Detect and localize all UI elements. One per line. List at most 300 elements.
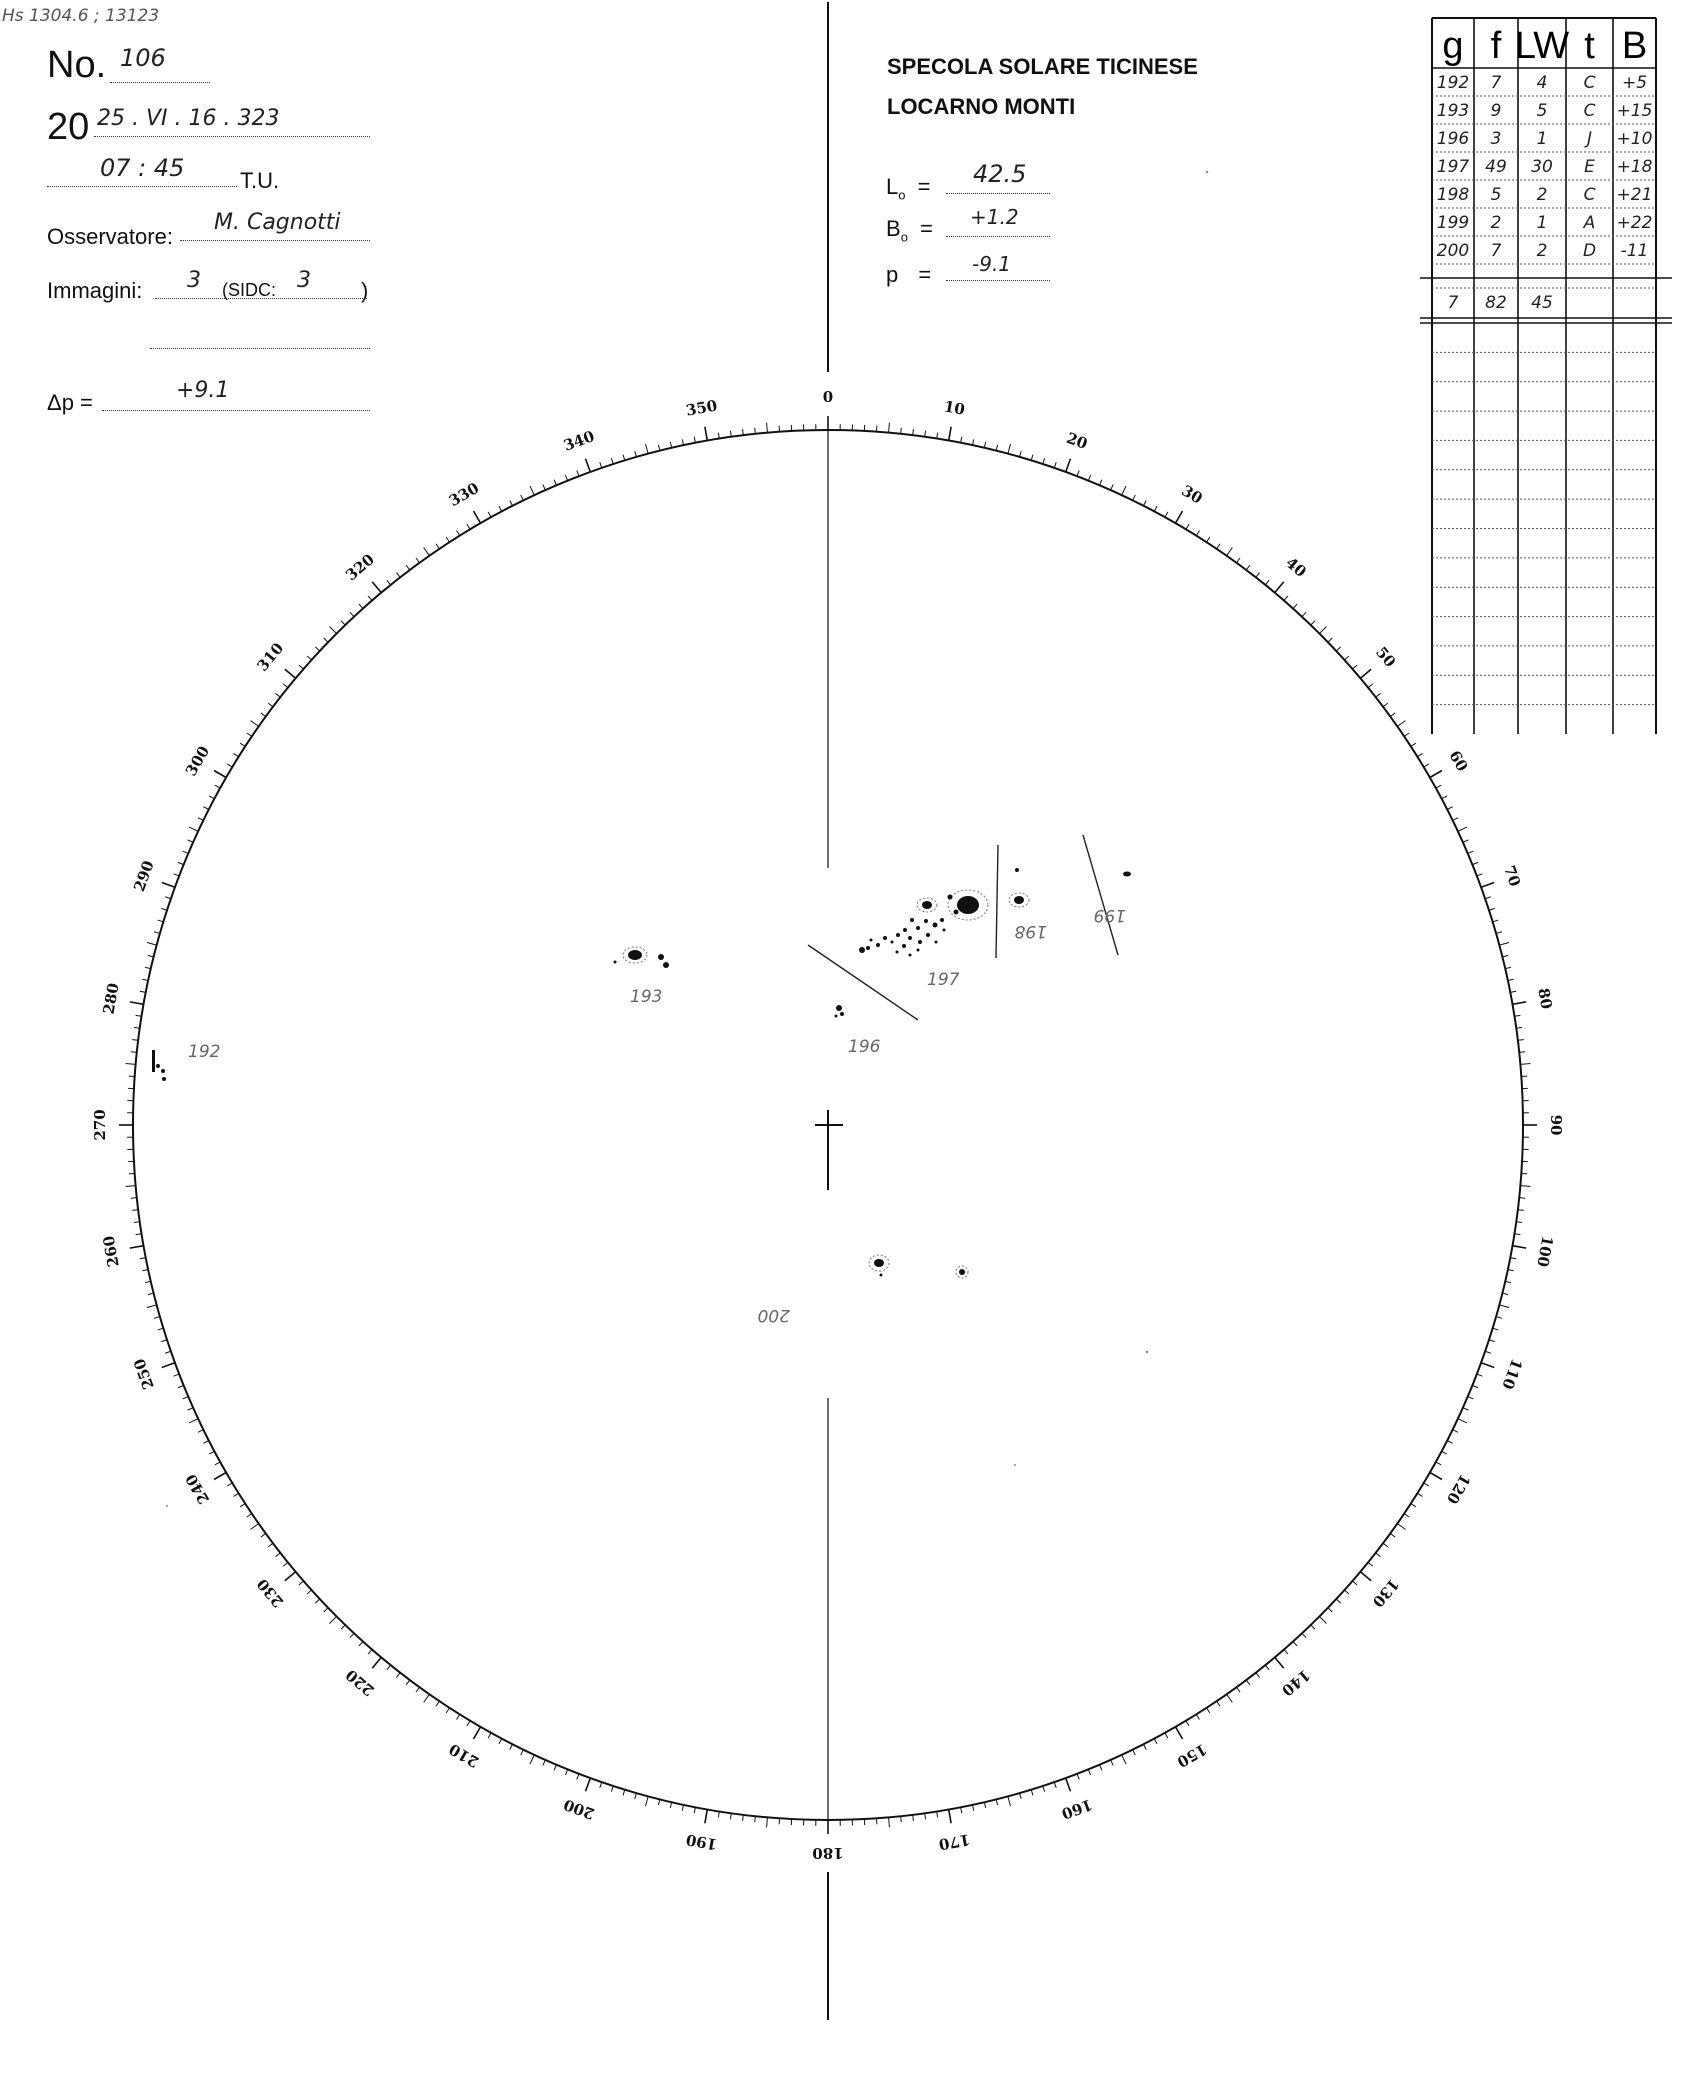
degree-tick bbox=[162, 883, 175, 888]
degree-tick bbox=[424, 547, 430, 555]
degree-tick bbox=[1424, 764, 1429, 767]
degree-tick bbox=[396, 573, 400, 578]
degree-tick bbox=[1505, 967, 1511, 968]
group-labels bbox=[188, 905, 1126, 1325]
table-cell: 1 bbox=[1536, 213, 1548, 233]
group-label-199: 199 bbox=[1093, 905, 1126, 925]
archive-reference: Hs 1304.6 ; 13123 bbox=[2, 6, 160, 26]
table-cell: C bbox=[1583, 185, 1596, 205]
degree-tick bbox=[1133, 495, 1136, 500]
degree-label: 70 bbox=[1500, 863, 1525, 889]
degree-tick bbox=[1144, 1744, 1147, 1749]
degree-tick bbox=[329, 626, 336, 633]
degree-tick bbox=[234, 754, 239, 757]
degree-label: 200 bbox=[561, 1795, 597, 1823]
degree-tick bbox=[396, 1673, 400, 1678]
table-cell: +22 bbox=[1616, 213, 1653, 233]
degree-tick bbox=[1020, 1793, 1022, 1799]
degree-label: 60 bbox=[1445, 747, 1472, 775]
degree-tick bbox=[154, 932, 160, 934]
degree-tick bbox=[174, 874, 180, 876]
degree-tick bbox=[436, 1701, 439, 1706]
degree-tick bbox=[329, 1616, 336, 1623]
degree-tick bbox=[215, 1462, 220, 1465]
degree-tick bbox=[984, 1802, 985, 1808]
degree-tick bbox=[1207, 1708, 1210, 1713]
degree-label: 0 bbox=[822, 388, 834, 406]
degree-tick bbox=[1302, 612, 1306, 616]
degree-tick bbox=[136, 1015, 142, 1016]
table-cell: A bbox=[1583, 213, 1596, 233]
table-cell: 2 bbox=[1536, 241, 1548, 261]
table-cell: 199 bbox=[1436, 213, 1470, 233]
b0-value: +1.2 bbox=[970, 205, 1019, 229]
table-cell: 198 bbox=[1436, 185, 1470, 205]
table-cell: 1 bbox=[1536, 129, 1548, 149]
degree-tick bbox=[1217, 544, 1220, 549]
degree-label: 220 bbox=[342, 1665, 378, 1700]
group-table bbox=[1420, 18, 1672, 734]
sidc-label: (SIDC: bbox=[222, 280, 276, 300]
degree-tick bbox=[165, 897, 171, 899]
table-header-g: g bbox=[1442, 25, 1464, 67]
degree-tick bbox=[1417, 1493, 1422, 1496]
degree-label: 20 bbox=[1064, 428, 1090, 453]
degree-tick bbox=[521, 1750, 524, 1755]
degree-tick bbox=[315, 647, 319, 651]
degree-tick bbox=[767, 423, 768, 433]
degree-tick bbox=[1458, 827, 1467, 831]
degree-tick bbox=[1265, 1665, 1269, 1670]
degree-tick bbox=[299, 1581, 304, 1585]
degree-label: 300 bbox=[181, 742, 214, 780]
degree-tick bbox=[1502, 955, 1508, 956]
degree-tick bbox=[227, 1483, 232, 1486]
degree-tick bbox=[670, 1802, 671, 1808]
degree-tick bbox=[577, 471, 579, 477]
table-header-f: f bbox=[1490, 25, 1502, 67]
degree-tick bbox=[126, 1064, 136, 1065]
degree-tick bbox=[261, 713, 266, 717]
degree-tick bbox=[1463, 1408, 1468, 1410]
degree-label: 330 bbox=[445, 478, 483, 511]
degree-tick bbox=[530, 486, 534, 495]
degree-tick bbox=[1088, 1769, 1090, 1775]
degree-tick bbox=[188, 1408, 193, 1410]
table-cell: 192 bbox=[1436, 73, 1470, 93]
degree-tick bbox=[1319, 626, 1326, 633]
group-label-198: 198 bbox=[1014, 921, 1047, 941]
degree-tick bbox=[658, 445, 659, 451]
degree-tick bbox=[488, 512, 491, 517]
degree-tick bbox=[198, 818, 203, 821]
degree-label: 340 bbox=[561, 427, 597, 455]
degree-tick bbox=[1489, 908, 1495, 910]
degree-tick bbox=[1390, 713, 1395, 717]
degree-tick bbox=[307, 656, 311, 660]
degree-tick bbox=[1284, 596, 1288, 601]
degree-label: 100 bbox=[1533, 1234, 1557, 1269]
degree-tick bbox=[510, 500, 513, 505]
degree-tick bbox=[1508, 979, 1514, 980]
degree-tick bbox=[1031, 1790, 1033, 1796]
degree-label: 320 bbox=[342, 550, 378, 585]
degree-tick bbox=[1176, 511, 1183, 523]
degree-tick bbox=[178, 1385, 184, 1387]
degree-tick bbox=[1442, 796, 1447, 799]
degree-tick bbox=[1293, 604, 1297, 608]
degree-tick bbox=[307, 1590, 311, 1594]
degree-tick bbox=[183, 1397, 189, 1399]
degree-tick bbox=[1054, 462, 1056, 468]
images-label: Immagini: bbox=[47, 278, 143, 303]
degree-tick bbox=[1284, 1650, 1288, 1655]
degree-tick bbox=[147, 943, 157, 946]
degree-tick bbox=[154, 1317, 160, 1319]
degree-tick bbox=[158, 1328, 164, 1330]
degree-tick bbox=[1397, 721, 1405, 727]
degree-tick bbox=[247, 733, 252, 736]
degree-tick bbox=[315, 1599, 319, 1603]
degree-tick bbox=[635, 451, 637, 457]
degree-tick bbox=[1237, 1687, 1241, 1692]
degree-tick bbox=[1512, 1002, 1526, 1004]
degree-tick bbox=[646, 444, 649, 454]
sheet-number-label: No. bbox=[47, 44, 107, 86]
degree-tick bbox=[1514, 1234, 1520, 1235]
degree-tick bbox=[457, 531, 460, 536]
degree-tick bbox=[1508, 1269, 1514, 1270]
degree-tick bbox=[1111, 1760, 1113, 1765]
degree-tick bbox=[937, 433, 938, 439]
degree-tick bbox=[1519, 1198, 1525, 1199]
degree-tick bbox=[623, 1790, 625, 1796]
degree-tick bbox=[718, 433, 719, 439]
table-cell: C bbox=[1583, 73, 1596, 93]
degree-tick bbox=[183, 851, 189, 853]
degree-tick bbox=[1196, 531, 1199, 536]
degree-tick bbox=[416, 558, 420, 563]
degree-tick bbox=[142, 1269, 148, 1270]
sidc-close: ) bbox=[361, 278, 369, 303]
l0-value: 42.5 bbox=[973, 160, 1027, 188]
degree-tick bbox=[126, 1186, 136, 1187]
observer-label: Osservatore: bbox=[47, 224, 173, 249]
degree-tick bbox=[554, 480, 556, 486]
degree-tick bbox=[140, 991, 146, 992]
degree-tick bbox=[1077, 471, 1079, 477]
degree-tick bbox=[268, 703, 273, 707]
degree-label: 170 bbox=[937, 1830, 972, 1854]
p-value: -9.1 bbox=[972, 252, 1012, 276]
degree-tick bbox=[234, 1493, 239, 1496]
table-cell: +10 bbox=[1616, 129, 1653, 149]
degree-tick bbox=[635, 1793, 637, 1799]
degree-tick bbox=[1043, 1786, 1045, 1792]
degree-tick bbox=[543, 1760, 545, 1765]
time-value: 07 : 45 bbox=[100, 154, 185, 182]
degree-tick bbox=[215, 785, 220, 788]
degree-label: 350 bbox=[684, 396, 719, 420]
table-cell: 5 bbox=[1536, 101, 1548, 121]
degree-tick bbox=[1447, 807, 1452, 810]
degree-tick bbox=[250, 721, 258, 727]
degree-label: 250 bbox=[130, 1356, 158, 1392]
delta-p-label: Δp = bbox=[47, 390, 93, 415]
degree-tick bbox=[1496, 932, 1502, 934]
degree-tick bbox=[1186, 1721, 1189, 1726]
sunspot-group-200 bbox=[869, 1255, 968, 1278]
degree-tick bbox=[131, 1198, 137, 1199]
degree-tick bbox=[646, 1796, 649, 1806]
degree-tick bbox=[658, 1799, 659, 1805]
degree-tick bbox=[1353, 1581, 1358, 1585]
degree-tick bbox=[984, 442, 985, 448]
degree-tick bbox=[1186, 524, 1189, 529]
degree-tick bbox=[1336, 647, 1340, 651]
table-cell: 49 bbox=[1485, 157, 1507, 177]
degree-tick bbox=[1477, 1374, 1483, 1376]
degree-tick bbox=[416, 1687, 420, 1692]
degree-tick bbox=[1502, 1293, 1508, 1294]
degree-tick bbox=[1256, 1673, 1260, 1678]
degree-tick bbox=[1493, 920, 1499, 922]
degree-tick bbox=[1519, 1052, 1525, 1053]
degree-tick bbox=[1344, 1590, 1348, 1594]
degree-tick bbox=[1496, 1317, 1502, 1319]
degree-label: 180 bbox=[812, 1844, 844, 1862]
degree-label: 10 bbox=[942, 397, 967, 419]
degree-label: 50 bbox=[1372, 643, 1400, 671]
degree-tick bbox=[623, 455, 625, 461]
degree-tick bbox=[474, 511, 481, 523]
degree-tick bbox=[1077, 1774, 1079, 1780]
sunspot-group-198 bbox=[1009, 868, 1029, 907]
degree-tick bbox=[530, 1755, 534, 1764]
degree-tick bbox=[1485, 897, 1491, 899]
degree-tick bbox=[145, 967, 151, 968]
table-cell: +18 bbox=[1616, 157, 1653, 177]
degree-tick bbox=[227, 764, 232, 767]
group-label-196: 196 bbox=[848, 1037, 881, 1057]
table-cell: 2 bbox=[1490, 213, 1502, 233]
degree-tick bbox=[1376, 1553, 1381, 1557]
degree-tick bbox=[1520, 1186, 1530, 1187]
degree-label: 110 bbox=[1498, 1356, 1526, 1392]
degree-tick bbox=[406, 565, 410, 570]
date-value: 25 . VI . 16 . 323 bbox=[97, 106, 280, 131]
degree-tick bbox=[1453, 818, 1458, 821]
degree-tick bbox=[1144, 500, 1147, 505]
degree-label: 130 bbox=[1368, 1575, 1403, 1611]
table-cell: D bbox=[1582, 241, 1597, 261]
degree-tick bbox=[436, 544, 439, 549]
degree-tick bbox=[148, 955, 154, 956]
degree-tick bbox=[1227, 1694, 1233, 1702]
degree-tick bbox=[1302, 1633, 1306, 1637]
degree-label: 160 bbox=[1059, 1795, 1095, 1823]
degree-tick bbox=[554, 1765, 556, 1771]
degree-tick bbox=[901, 1816, 902, 1822]
degree-tick bbox=[147, 1305, 157, 1308]
degree-tick bbox=[1328, 1608, 1332, 1612]
group-separator-lines bbox=[808, 835, 1118, 1020]
degree-tick bbox=[1360, 669, 1371, 678]
b0-label: $B_o$ = bbox=[886, 216, 933, 245]
degree-tick bbox=[937, 1811, 938, 1817]
degree-tick bbox=[1008, 1796, 1011, 1806]
degree-tick bbox=[1311, 1625, 1315, 1629]
degree-tick bbox=[901, 428, 902, 434]
degree-tick bbox=[1165, 512, 1168, 517]
degree-tick bbox=[565, 1769, 567, 1775]
degree-tick bbox=[1390, 1534, 1395, 1538]
degree-tick bbox=[324, 1608, 328, 1612]
degree-tick bbox=[1493, 1328, 1499, 1330]
degree-tick bbox=[341, 621, 345, 625]
degree-tick bbox=[299, 665, 304, 669]
degree-tick bbox=[1468, 1397, 1474, 1399]
degree-tick bbox=[1031, 455, 1033, 461]
l0-label: $L_o$ = bbox=[886, 174, 931, 203]
degree-tick bbox=[694, 437, 695, 443]
degree-tick bbox=[130, 1246, 144, 1248]
degree-tick bbox=[457, 1714, 460, 1719]
table-cell: -11 bbox=[1620, 241, 1649, 261]
table-total-cell: 7 bbox=[1447, 293, 1459, 313]
table-cell: 196 bbox=[1436, 129, 1470, 149]
table-cell: 5 bbox=[1490, 185, 1502, 205]
degree-tick bbox=[161, 1340, 167, 1342]
group-label-197: 197 bbox=[927, 970, 960, 990]
degree-tick bbox=[1207, 537, 1210, 542]
degree-tick bbox=[718, 1811, 719, 1817]
sunspot-group-192 bbox=[152, 1050, 166, 1081]
degree-tick bbox=[1404, 1514, 1409, 1517]
table-cell: 7 bbox=[1490, 73, 1502, 93]
degree-tick bbox=[285, 669, 296, 678]
table-cell: 30 bbox=[1531, 157, 1553, 177]
degree-tick bbox=[247, 1514, 252, 1517]
degree-tick bbox=[949, 1809, 951, 1823]
degree-tick bbox=[1246, 565, 1250, 570]
degree-tick bbox=[1217, 1701, 1220, 1706]
degree-tick bbox=[1430, 1473, 1442, 1480]
degree-tick bbox=[755, 428, 756, 434]
table-cell: C bbox=[1583, 101, 1596, 121]
p-label: p = bbox=[886, 262, 932, 287]
degree-tick bbox=[1066, 459, 1071, 472]
degree-tick bbox=[1411, 1504, 1416, 1507]
degree-label: 310 bbox=[253, 639, 288, 675]
degree-label: 40 bbox=[1282, 553, 1310, 581]
degree-tick bbox=[1344, 656, 1348, 660]
degree-tick bbox=[131, 1052, 137, 1053]
degree-label: 270 bbox=[91, 1109, 109, 1141]
sunspot-group-197 bbox=[859, 890, 988, 957]
degree-label: 30 bbox=[1178, 481, 1206, 508]
time-suffix: T.U. bbox=[240, 168, 280, 193]
degree-tick bbox=[189, 1419, 198, 1423]
degree-tick bbox=[387, 1665, 391, 1670]
group-label-200: 200 bbox=[757, 1305, 790, 1325]
degree-tick bbox=[611, 1786, 613, 1792]
degree-tick bbox=[1453, 1430, 1458, 1433]
degree-tick bbox=[341, 1625, 345, 1629]
degree-tick bbox=[767, 1817, 768, 1827]
degree-tick bbox=[178, 862, 184, 864]
degree-tick bbox=[1424, 1483, 1429, 1486]
degree-tick bbox=[1447, 1441, 1452, 1444]
degree-tick bbox=[600, 1782, 602, 1788]
degree-tick bbox=[996, 1799, 997, 1805]
degree-tick bbox=[1411, 743, 1416, 746]
degree-tick bbox=[142, 979, 148, 980]
degree-tick bbox=[1054, 1782, 1056, 1788]
degree-tick bbox=[1066, 1778, 1071, 1791]
degree-tick bbox=[240, 1504, 245, 1507]
degree-tick bbox=[1499, 943, 1509, 946]
degree-label: 210 bbox=[445, 1739, 483, 1772]
degree-tick bbox=[682, 1805, 683, 1811]
degree-tick bbox=[682, 439, 683, 445]
degree-tick bbox=[1514, 1015, 1520, 1016]
degree-tick bbox=[1368, 684, 1373, 688]
degree-tick bbox=[586, 1778, 591, 1791]
table-cell: 3 bbox=[1490, 129, 1502, 149]
degree-tick bbox=[424, 1694, 430, 1702]
disk-center-cross bbox=[815, 1110, 843, 1190]
degree-tick bbox=[1176, 1727, 1183, 1739]
degree-tick bbox=[324, 638, 328, 642]
degree-tick bbox=[611, 458, 613, 464]
institution-location: LOCARNO MONTI bbox=[887, 94, 1076, 119]
degree-tick bbox=[1458, 1419, 1467, 1423]
degree-tick bbox=[1246, 1680, 1250, 1685]
degree-tick bbox=[214, 1473, 226, 1480]
degree-tick bbox=[285, 1572, 296, 1581]
degree-tick bbox=[499, 1739, 502, 1744]
sunspot-group-193 bbox=[614, 947, 670, 968]
degree-tick bbox=[670, 442, 671, 448]
degree-tick bbox=[214, 771, 226, 778]
degree-tick bbox=[1008, 444, 1011, 454]
delta-p-value: +9.1 bbox=[176, 378, 230, 403]
table-cell: +15 bbox=[1616, 101, 1653, 121]
images-value: 3 bbox=[187, 268, 201, 293]
degree-tick bbox=[148, 1293, 154, 1294]
degree-tick bbox=[474, 1727, 481, 1739]
degree-tick bbox=[1256, 573, 1260, 578]
degree-tick bbox=[240, 743, 245, 746]
degree-tick bbox=[1430, 771, 1442, 778]
stray-pencil-marks bbox=[166, 171, 1208, 1507]
degree-tick bbox=[1477, 874, 1483, 876]
degree-tick bbox=[1383, 1543, 1388, 1547]
degree-tick bbox=[1311, 621, 1315, 625]
degree-tick bbox=[1237, 558, 1241, 563]
degree-tick bbox=[1275, 1657, 1284, 1668]
degree-tick bbox=[996, 445, 997, 451]
degree-tick bbox=[972, 439, 973, 445]
degree-tick bbox=[961, 1807, 962, 1813]
group-label-192: 192 bbox=[188, 1042, 221, 1062]
degree-label: 120 bbox=[1442, 1470, 1475, 1508]
table-cell: 193 bbox=[1436, 101, 1470, 121]
degree-tick bbox=[972, 1805, 973, 1811]
degree-tick bbox=[1436, 785, 1441, 788]
degree-tick bbox=[372, 582, 381, 593]
